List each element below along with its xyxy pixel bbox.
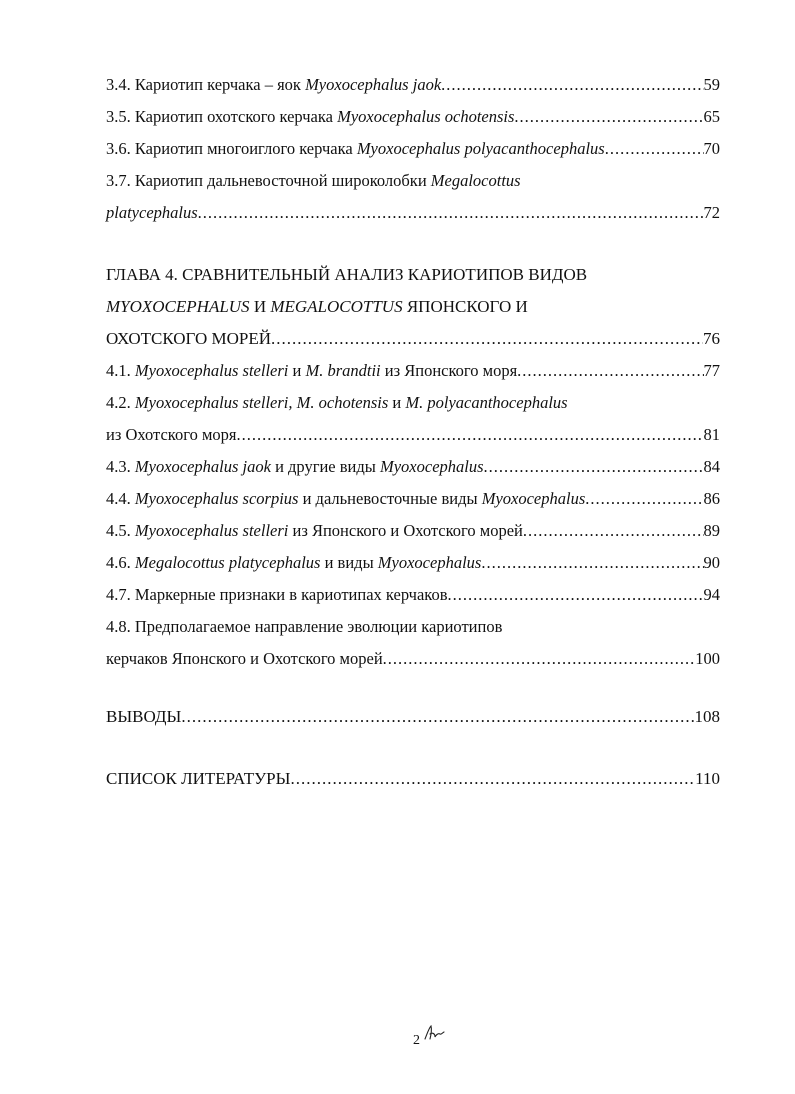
toc-entry-title: 4.2. Myoxocephalus stelleri, M. ochotensis и M. polyacanthocephalus — [106, 393, 568, 412]
toc-page-number: 110 — [695, 769, 720, 788]
toc-entry-title: ГЛАВА 4. СРАВНИТЕЛЬНЫЙ АНАЛИЗ КАРИОТИПОВ ВИДОВ — [106, 265, 588, 284]
toc-entry — [106, 488, 720, 510]
toc-entry — [106, 424, 720, 446]
toc-entry — [106, 768, 720, 790]
toc-entry-title: 3.4. Кариотип керчака – яок Myoxocephalus jaok — [106, 75, 442, 94]
toc-leader-dots — [198, 202, 704, 224]
toc-page-number: 89 — [703, 521, 720, 540]
toc-entry-title: 4.3. Myoxocephalus jaok и другие виды Myoxocephalus — [106, 457, 484, 476]
toc-leader-dots — [481, 552, 703, 574]
toc-entry — [106, 264, 720, 286]
toc-leader-dots — [484, 456, 704, 478]
toc-leader-dots — [448, 584, 704, 606]
toc-leader-dots — [236, 424, 703, 446]
toc-entry-title: 3.7. Кариотип дальневосточной широколобки Megalocottus — [106, 171, 521, 190]
toc-leader-dots — [514, 106, 703, 128]
toc-entry — [106, 456, 720, 478]
toc-page-number: 76 — [703, 329, 720, 348]
page-number: 2 — [413, 1033, 420, 1048]
toc-entry — [106, 584, 720, 606]
toc-leader-dots — [383, 648, 696, 670]
toc-entry-title: 4.7. Маркерные признаки в кариотипах керчаков — [106, 585, 448, 604]
toc-entry-title: ВЫВОДЫ — [106, 707, 182, 726]
toc-entry — [106, 552, 720, 574]
toc-entry — [106, 360, 720, 382]
toc-entry-title: 3.6. Кариотип многоиглого керчака Myoxocephalus polyacanthocephalus — [106, 139, 605, 158]
toc-entry — [106, 616, 720, 638]
toc-page-number: 70 — [703, 139, 720, 158]
toc-entry — [106, 106, 720, 128]
toc-entry — [106, 138, 720, 160]
toc-page-number: 108 — [694, 707, 720, 726]
toc-page-number: 77 — [703, 361, 720, 380]
toc-page-number: 94 — [703, 585, 720, 604]
toc-leader-dots — [605, 138, 704, 160]
toc-entry — [106, 706, 720, 728]
toc-entry-title: из Охотского моря — [106, 425, 237, 444]
toc-entry-title: platycephalus — [106, 203, 198, 222]
toc-leader-dots — [523, 520, 704, 542]
toc-entry-title: керчаков Японского и Охотского морей — [106, 649, 383, 668]
handwritten-initials — [423, 1024, 445, 1042]
toc-entry-title: 4.5. Myoxocephalus stelleri из Японского и Охотского морей — [106, 521, 523, 540]
toc-leader-dots — [517, 360, 703, 382]
toc-leader-dots — [585, 488, 703, 510]
toc-page-number: 84 — [703, 457, 720, 476]
toc-page-number: 65 — [703, 107, 720, 126]
toc-page-number: 90 — [703, 553, 720, 572]
toc-entry-title: MYOXOCEPHALUS И MEGALOCOTTUS ЯПОНСКОГО И — [106, 297, 528, 316]
toc-entry-title: СПИСОК ЛИТЕРАТУРЫ — [106, 769, 291, 788]
toc-entry — [106, 170, 720, 192]
toc-entry — [106, 328, 720, 350]
toc-page-number: 86 — [703, 489, 720, 508]
toc-page-number: 100 — [695, 649, 720, 668]
toc-entry — [106, 520, 720, 542]
toc-entry — [106, 202, 720, 224]
toc-leader-dots — [290, 768, 695, 790]
toc-entry — [106, 648, 720, 670]
toc-entry — [106, 392, 720, 414]
toc-entry-title: 4.1. Myoxocephalus stelleri и M. brandtii из Японского моря — [106, 361, 518, 380]
toc-entry-title: 4.6. Megalocottus platycephalus и виды Myoxocephalus — [106, 553, 482, 572]
toc-leader-dots — [271, 328, 703, 350]
toc-leader-dots — [441, 74, 703, 96]
toc-entry-title: 3.5. Кариотип охотского керчака Myoxocephalus ochotensis — [106, 107, 515, 126]
toc-page-number: 72 — [703, 203, 720, 222]
toc-page-number: 81 — [703, 425, 720, 444]
toc-entry-title: 4.8. Предполагаемое направление эволюции кариотипов — [106, 617, 503, 636]
toc-entry-title: 4.4. Myoxocephalus scorpius и дальневосточные виды Myoxocephalus — [106, 489, 586, 508]
toc-leader-dots — [181, 706, 694, 728]
toc-entry — [106, 296, 720, 318]
toc-entry-title: ОХОТСКОГО МОРЕЙ — [106, 329, 271, 348]
toc-page-number: 59 — [703, 75, 720, 94]
toc-entry — [106, 74, 720, 96]
